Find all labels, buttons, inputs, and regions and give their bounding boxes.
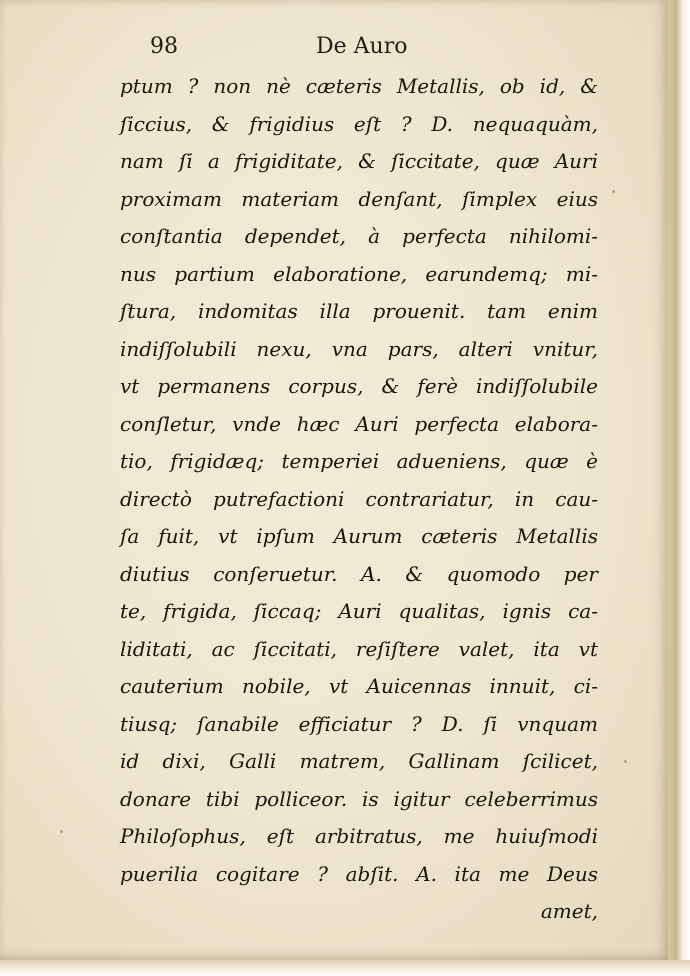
text-line: vt permanens corpus, & ferè indiſſolubile: [120, 374, 598, 398]
text-line: te, frigida, ſiccaq; Auri qualitas, ignis ca-: [120, 599, 598, 623]
page-number: 98: [150, 34, 178, 59]
text-line: ſtura, indomitas illa prouenit. tam enim: [120, 299, 598, 323]
text-line: directò putrefactioni contrariatur, in cau-: [120, 486, 598, 511]
text-line: proximam materiam denſant, ſimplex eius: [120, 186, 598, 211]
text-line: liditati, ac ſiccitati, reſiſtere valet, ita vt: [120, 636, 598, 661]
text-line: puerilia cogitare ? abſit. A. ita me Deus: [120, 861, 598, 886]
text-line: conſtantia dependet, à perfecta nihilomi-: [120, 224, 598, 248]
text-line: nus partium elaboratione, earundemq; mi-: [120, 261, 598, 286]
text-line: tiusq; ſanabile efficiatur ? D. ſi vnquam: [120, 711, 598, 736]
paper-speck: [624, 760, 627, 763]
text-line: diutius conſeruetur. A. & quomodo per: [120, 561, 598, 586]
paper-speck: [612, 190, 615, 193]
text-line: ſa fuit, vt ipſum Aurum cæteris Metallis: [120, 524, 598, 548]
text-line: nam ſi a frigiditate, & ſiccitate, quæ Auri: [120, 149, 598, 173]
text-line: donare tibi polliceor. is igitur celeberrimus: [120, 786, 598, 811]
running-head: De Auro: [316, 34, 408, 59]
paper-speck: [60, 830, 63, 833]
body-text: [120, 68, 598, 931]
text-line: cauterium nobile, vt Auicennas innuit, ci-: [120, 674, 598, 698]
text-line: ſiccius, & frigidius eſt ? D. nequaquàm,: [120, 111, 598, 136]
page-edge: [668, 0, 690, 976]
text-line: id dixi, Galli matrem, Gallinam ſcilicet,: [120, 749, 598, 773]
text-line: ptum ? non nè cæteris Metallis, ob id, &: [120, 74, 598, 98]
text-line: Philoſophus, eſt arbitratus, me huiuſmodi: [120, 824, 598, 848]
catchword-line: amet,: [540, 899, 598, 923]
page-bottom-edge: [0, 960, 690, 976]
text-line: conſletur, vnde hæc Auri perfecta elabora-: [120, 411, 598, 436]
text-line: indiſſolubili nexu, vna pars, alteri vnitur,: [120, 336, 598, 361]
text-line: tio, frigidæq; temperiei adueniens, quæ è: [120, 449, 598, 473]
